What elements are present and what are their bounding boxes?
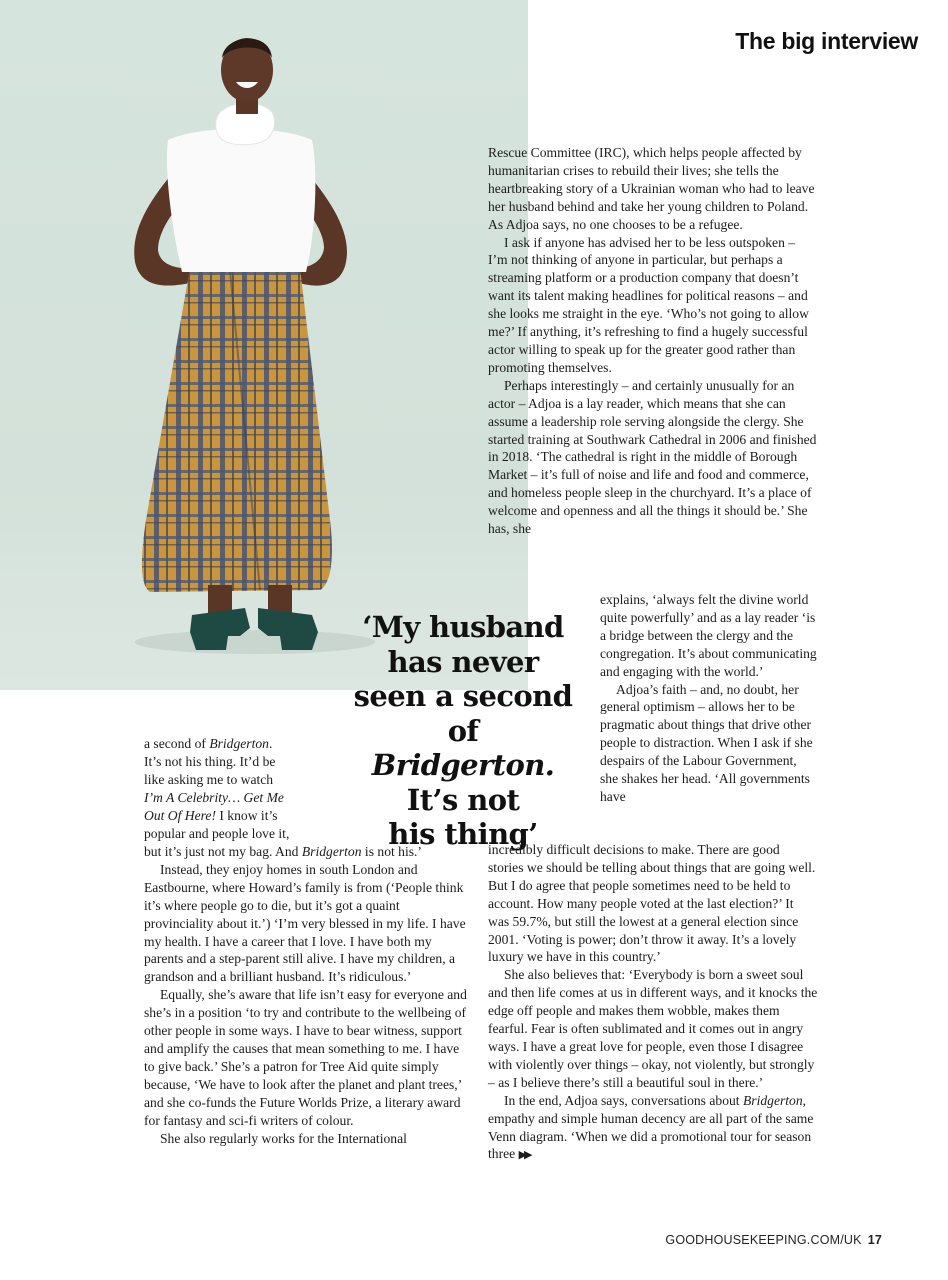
left-column	[144, 843, 468, 1147]
footer-url: GOODHOUSEKEEPING.COM/UK	[665, 1233, 862, 1247]
page-footer	[665, 1233, 882, 1247]
text-run: , empathy and simple human decency are all part of the same Venn diagram. ‘When we did a promotional tour for season three	[488, 1092, 814, 1162]
pull-quote	[352, 610, 574, 852]
paragraph: Rescue Committee (IRC), which helps people affected by humanitarian crises to rebuild their lives; she tells the heartbreaking story of a Ukrainian woman who had to leave her husband behind and take her young children to Poland. As Adjoa says, no one chooses to be a refugee.	[488, 145, 815, 232]
pull-quote-line: seen a second	[353, 679, 573, 713]
paragraph: explains, ‘always felt the divine world quite powerfully’ and as a lay reader ‘is a bridge between the clergy and the congregation. It’s about communicating and engaging with the world.’	[600, 592, 817, 679]
pull-quote-line: ‘My husband	[362, 610, 564, 644]
continue-arrow-icon: ▶▶	[518, 1149, 530, 1162]
text-line: popular and people love it,	[144, 825, 290, 841]
pull-quote-line: his thing’	[388, 817, 538, 851]
title-italic: Bridgerton	[742, 1092, 803, 1108]
right-column-top	[488, 144, 818, 538]
text-line	[144, 807, 319, 825]
paragraph: Equally, she’s aware that life isn’t easy for everyone and she’s in a position ‘to try and contribute to the wellbeing of other people in some ways. I have to bear witness, support and amplify the causes that mean something to me. I have to give back.’ She’s a patron for Tree Aid quite simply because, ‘We have to look after the planet and plant trees,’ and she co-funds the Future Worlds Prize, a literary award for fantasy and sci-fi writers of colour.	[144, 987, 467, 1128]
text-run: but it’s just not my bag. And	[144, 844, 302, 859]
right-column-narrow	[600, 591, 818, 806]
text-run: In the end, Adjoa says, conversations about	[504, 1092, 743, 1108]
page-number: 17	[867, 1233, 882, 1247]
text-run: is not his.’	[361, 844, 422, 859]
pull-quote-line: It’s not	[406, 782, 520, 817]
right-column-bottom	[488, 841, 818, 1165]
text-run: I know it’s	[215, 807, 278, 823]
paragraph: She also regularly works for the International	[160, 1130, 407, 1146]
text-line	[144, 789, 319, 807]
paragraph: She also believes that: ‘Everybody is born a sweet soul and then life comes at us in different ways, and it knocks the edge off people and makes them wobble, makes them fearful. Fear is often sublimated and it comes out in angry ways. I have a great love for people, even those I disagree with violently over things – okay, not violently, but strongly – as I believe there’s still a beautiful soul in there.’	[488, 967, 818, 1090]
paragraph: Adjoa’s faith – and, no doubt, her general optimism – allows her to be pragmatic about things that drive other people to distraction. When I ask if she despairs of the Labour Government, she shakes her head. ‘All governments have	[600, 681, 813, 804]
paragraph	[144, 843, 468, 861]
title-italic: I’m A Celebrity… Get Me	[144, 789, 284, 805]
pull-quote-line	[352, 714, 574, 783]
portrait-illustration	[0, 0, 528, 690]
paragraph: Perhaps interestingly – and certainly unusually for an actor – Adjoa is a lay reader, which means that she can assume a leadership role serving alongside the clergy. She started training at Southwark Cathedral in 2006 and finished in 2018. ‘The cathedral is right in the middle of Borough Market – it’s full of noise and life and food and commerce, and homeless people sleep in the churchyard. It’s a place of welcome and openness and all the things it should be.’ She has, she	[488, 377, 817, 537]
text-run: .	[268, 736, 273, 751]
paragraph: I ask if anyone has advised her to be less outspoken – I’m not thinking of anyone in particular, but perhaps a streaming platform or a production company that doesn’t want its talent making headlines for political reasons – and she looks me straight in the eye. ‘Who’s not going to allow me?’ If anything, it’s refreshing to find a hugely successful actor willing to speak up for the greater good rather than promoting themselves.	[488, 234, 809, 375]
pull-quote-line: has never	[387, 644, 539, 679]
paragraph	[488, 1092, 818, 1166]
title-italic: Out Of Here!	[144, 807, 216, 823]
text-line	[144, 735, 319, 753]
pull-quote-title: Bridgerton.	[371, 748, 555, 782]
portrait-photo	[0, 0, 528, 690]
section-label: The big interview	[735, 28, 918, 54]
text-run: a second of	[144, 736, 210, 751]
pull-quote-word: of	[447, 713, 479, 748]
paragraph: incredibly difficult decisions to make. There are good stories we should be telling about things that are going well. But I do agree that people sometimes need to be held to account. How many people voted at the last election?’ It was 59.7%, but still the lowest at a general election since 2001. ‘Voting is power; don’t throw it away. It’s a lovely luxury we have in this country.’	[488, 842, 816, 965]
left-column-narrow	[144, 735, 319, 842]
text-line: It’s not his thing. It’d be	[144, 753, 276, 769]
text-line: like asking me to watch	[144, 771, 274, 787]
title-italic: Bridgerton	[301, 844, 362, 859]
title-italic: Bridgerton	[209, 736, 269, 751]
paragraph: Instead, they enjoy homes in south London and Eastbourne, where Howard’s family is from (‘People think it’s where people go to die, but it’s got a quaint provinciality about it.’) ‘I’m very blessed in my life. I have my health. I have a career that I love. I have both my parents and a step-parent still alive. I have my children, a grandson and a brilliant husband. It’s ridiculous.’	[144, 861, 466, 985]
